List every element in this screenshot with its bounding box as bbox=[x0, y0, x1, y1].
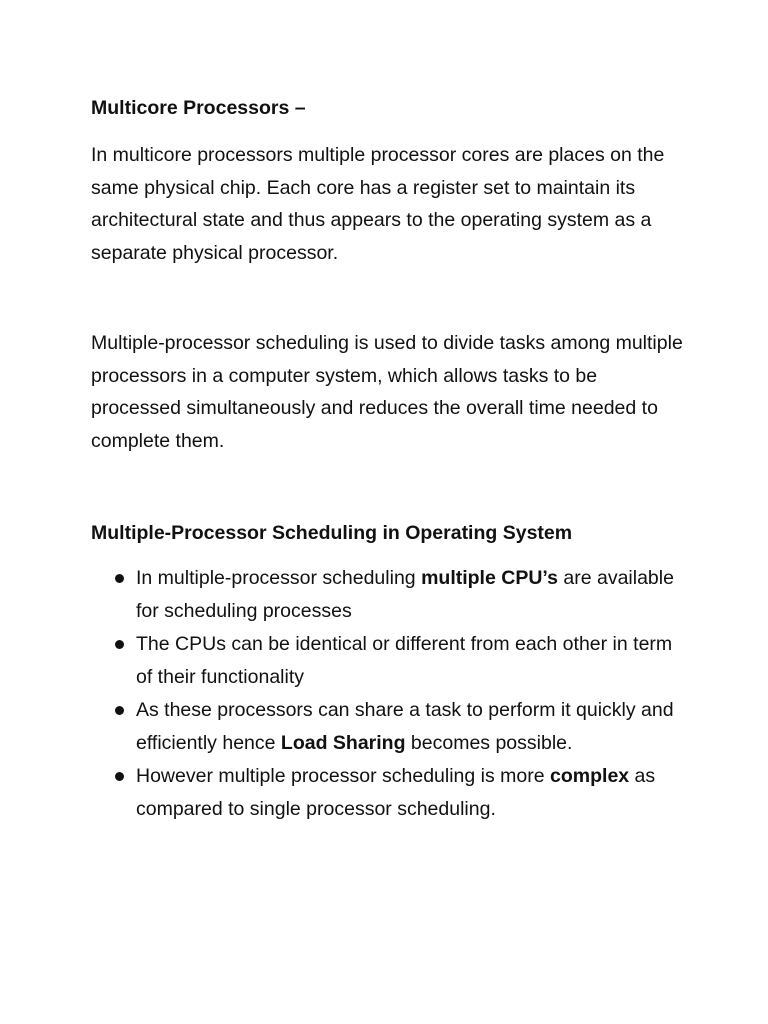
list-item-bold-text: Load Sharing bbox=[280, 732, 406, 754]
list-item bbox=[91, 628, 691, 694]
list-item-text: In multiple-processor scheduling bbox=[136, 567, 422, 589]
list-item bbox=[91, 694, 691, 760]
bullet-icon bbox=[115, 574, 124, 583]
list-item-bold-text: complex bbox=[550, 765, 630, 787]
intro-paragraph: In multicore processors multiple processor cores are places on the same physical chip. Each core has a register set to maintain its architectural state and thus appears to the operating system as a separate physical processor. bbox=[91, 144, 665, 264]
list-item bbox=[91, 562, 691, 628]
bullet-list bbox=[91, 562, 691, 826]
bullet-icon bbox=[115, 706, 124, 715]
bullet-icon bbox=[115, 772, 124, 781]
section-heading: Multiple-Processor Scheduling in Operating System bbox=[91, 522, 573, 544]
list-item-bold-text: multiple CPU’s bbox=[421, 567, 558, 589]
list-item-text: becomes possible. bbox=[405, 732, 573, 754]
list-item-text: The CPUs can be identical or different from each other in term of their functionality bbox=[136, 633, 673, 688]
bullet-icon bbox=[115, 640, 124, 649]
list-item-text: However multiple processor scheduling is more bbox=[136, 765, 551, 787]
list-item bbox=[91, 760, 691, 826]
page-title: Multicore Processors – bbox=[91, 97, 306, 119]
list-item-text: as compared to single processor scheduling. bbox=[136, 765, 656, 820]
list-item-text: are available for scheduling processes bbox=[136, 567, 674, 622]
scheduling-paragraph: Multiple-processor scheduling is used to divide tasks among multiple processors in a computer system, which allows tasks to be processed simultaneously and reduces the overall time needed to complete them. bbox=[91, 332, 683, 452]
list-item-text: As these processors can share a task to perform it quickly and efficiently hence bbox=[136, 699, 674, 754]
